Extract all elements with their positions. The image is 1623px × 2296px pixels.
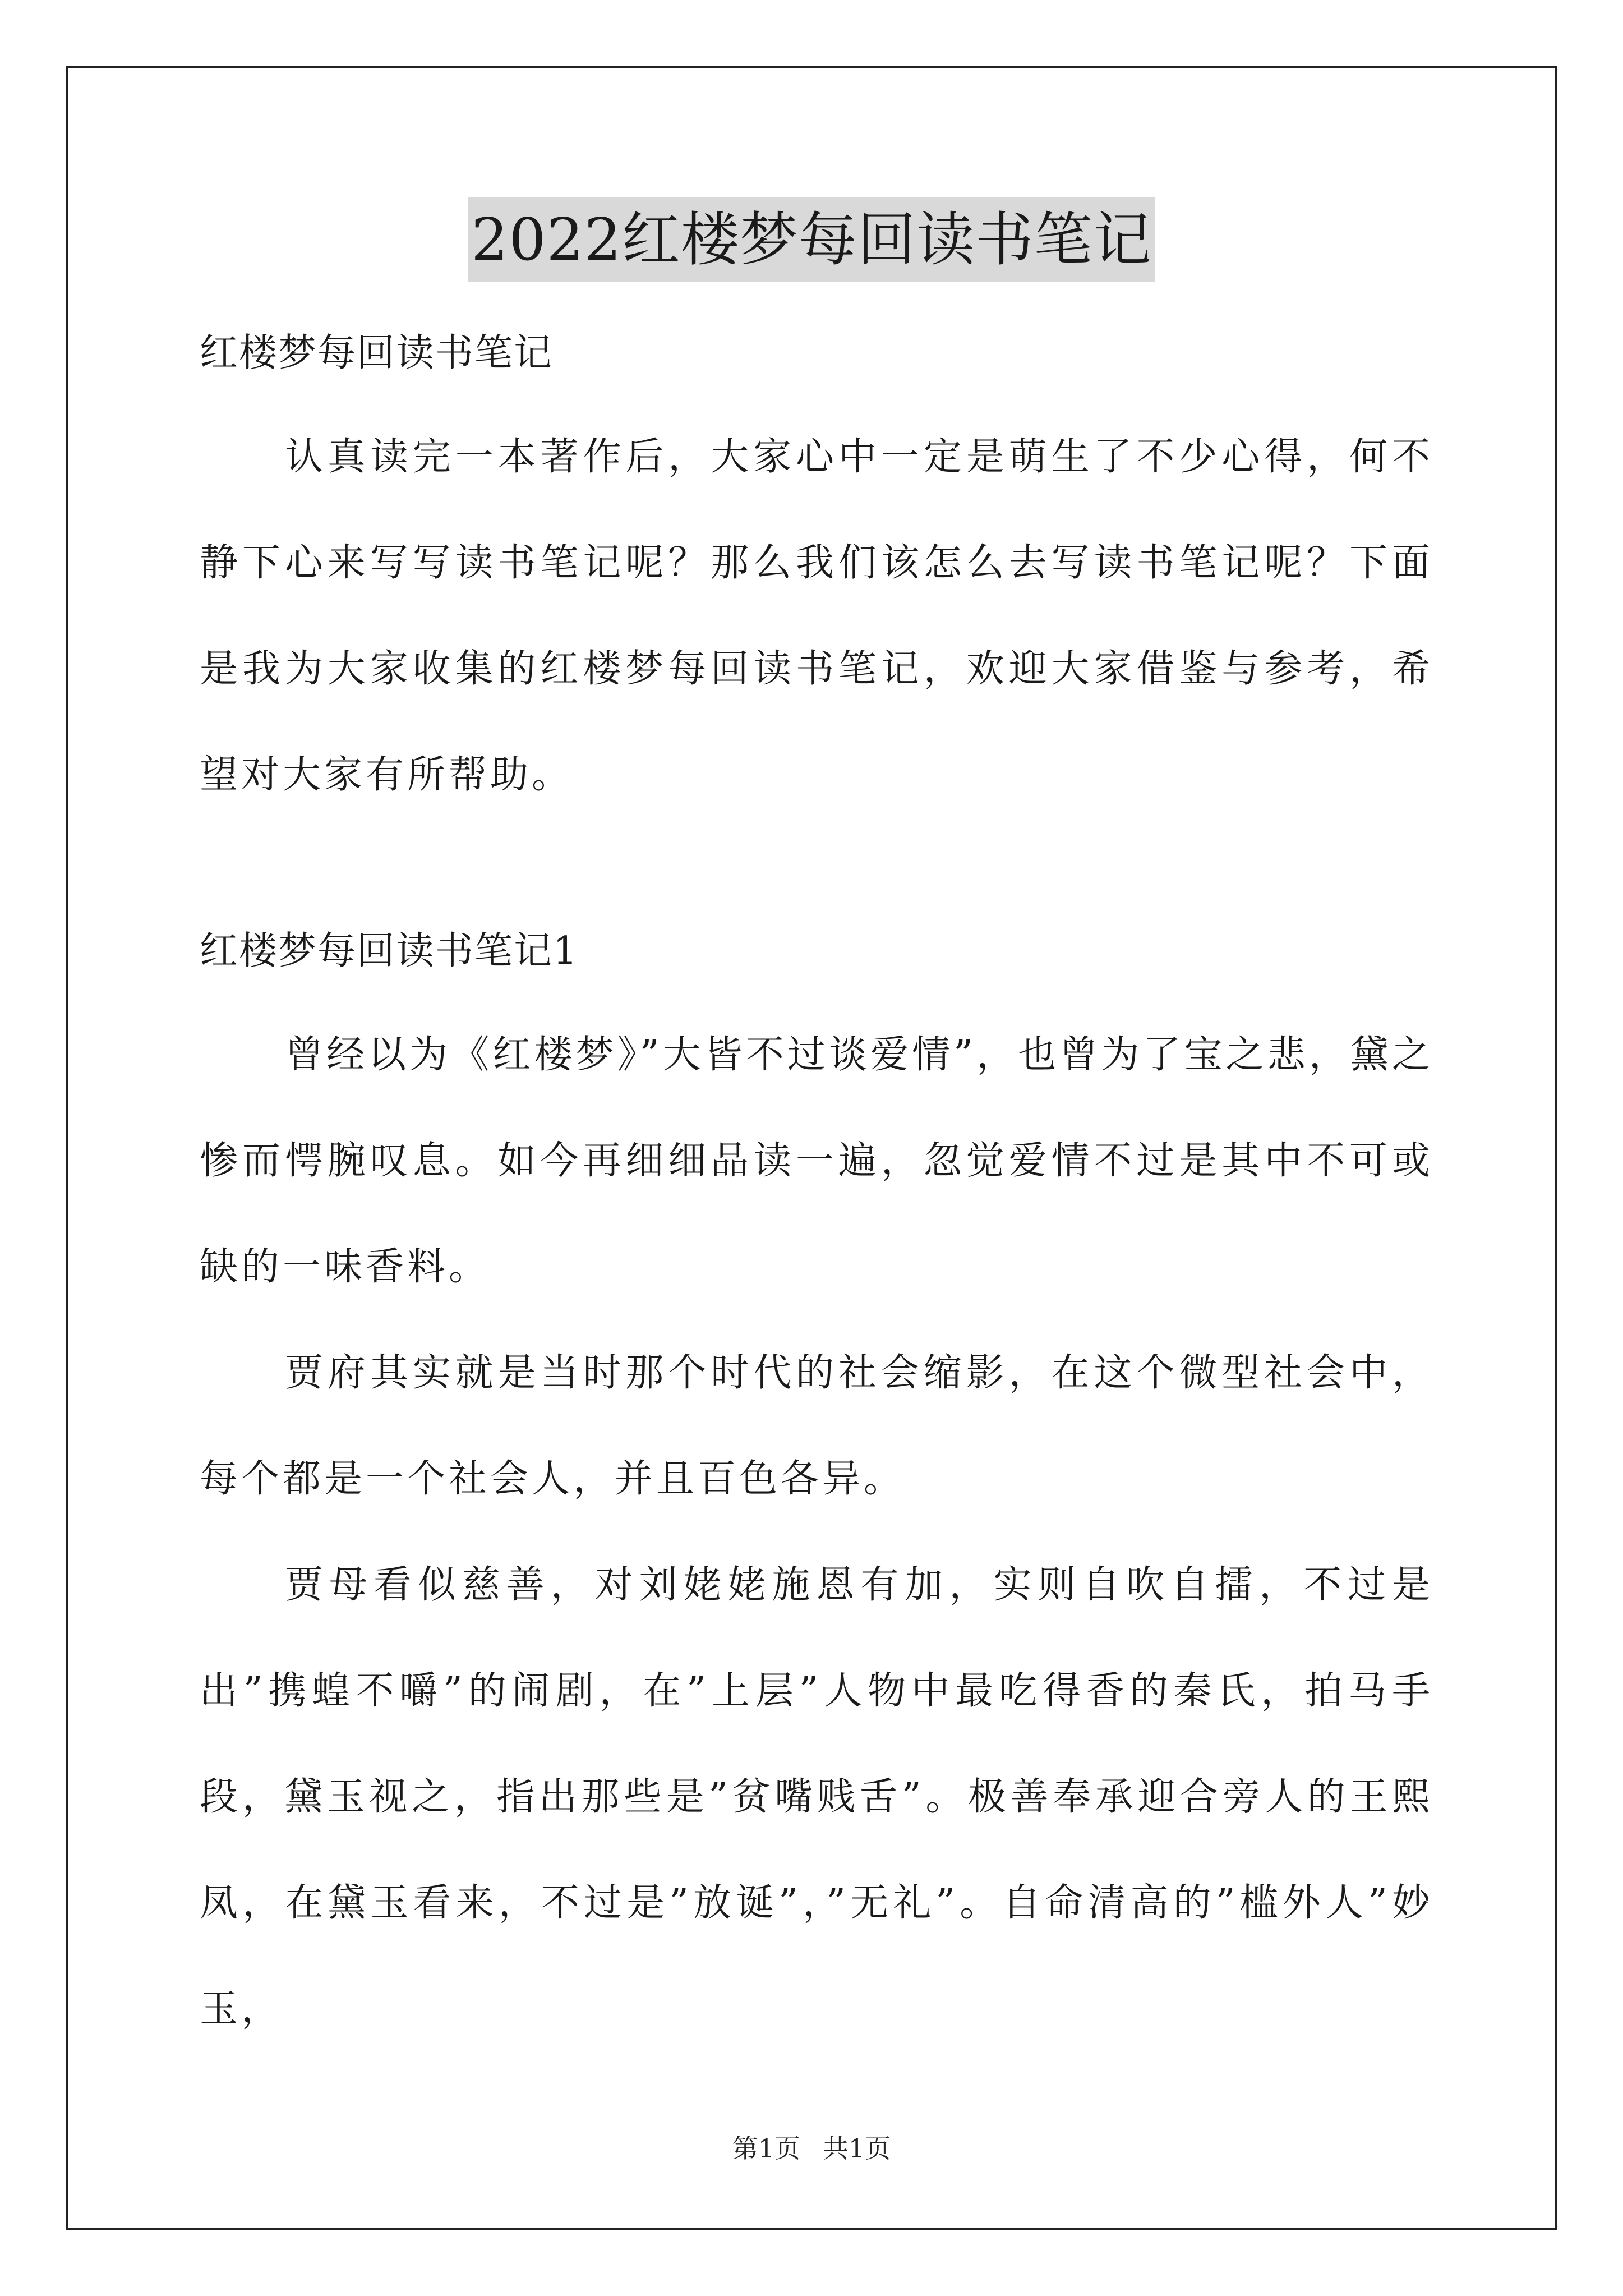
page-number: 第1页 xyxy=(732,2133,800,2164)
section-heading: 红楼梦每回读书笔记1 xyxy=(200,929,579,973)
document-subtitle: 红楼梦每回读书笔记 xyxy=(200,331,554,375)
document-body xyxy=(200,303,1433,2062)
intro-paragraph: 认真读完一本著作后，大家心中一定是萌生了不少心得，何不静下心来写写读书笔记呢？那么我们该怎么去写读书笔记呢？下面是我为大家收集的红楼梦每回读书笔记，欢迎大家借鉴与参考，希望对大家有所帮助。 xyxy=(200,435,1433,797)
body-paragraph: 曾经以为《红楼梦》”大皆不过谈爱情”，也曾为了宝之悲，黛之惨而愕腕叹息。如今再细细品读一遍，忽觉爱情不过是其中不可或缺的一味香料。 xyxy=(200,1033,1433,1289)
document-title: 2022红楼梦每回读书笔记 xyxy=(468,197,1155,282)
page-footer xyxy=(0,2132,1623,2165)
title-container xyxy=(0,197,1623,282)
body-paragraph: 贾府其实就是当时那个时代的社会缩影，在这个微型社会中，每个都是一个社会人，并且百色各异。 xyxy=(200,1351,1433,1501)
section-gap xyxy=(200,828,1433,901)
page-total: 共1页 xyxy=(823,2133,891,2164)
body-paragraph: 贾母看似慈善，对刘姥姥施恩有加，实则自吹自擂，不过是出”携蝗不嚼”的闹剧，在”上层”人物中最吃得香的秦氏，拍马手段，黛玉视之，指出那些是”贫嘴贱舌”。极善奉承迎合旁人的王熙凤，在黛玉看来，不过是”放诞”，”无礼”。自命清高的”槛外人”妙玉， xyxy=(200,1563,1433,2031)
